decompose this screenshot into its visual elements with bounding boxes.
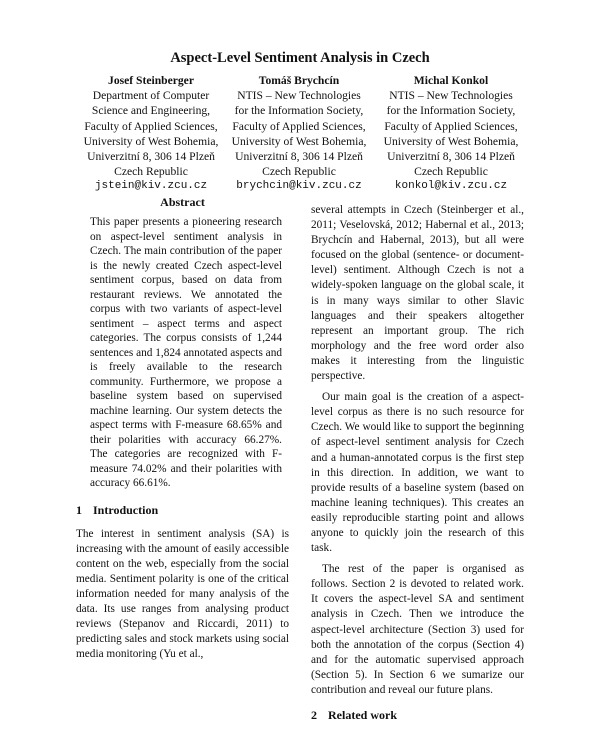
affiliation-line: Department of Computer xyxy=(92,89,210,103)
affiliation-line: Czech Republic xyxy=(414,165,488,179)
affiliation-line: University of West Bohemia, xyxy=(383,134,519,148)
intro-paragraph-2: Our main goal is the creation of a aspect-level corpus as there is no such resource for Czech. We would like to support the beginning of aspect-level sentiment analysis for Czech and a human-annotated corpus is the first step in this direction. In addition, we want to provide results of a baseline system (based on machine leaning techniques). This creates an easily reproducible starting point and allows anyone to quickly join the research of this task. xyxy=(311,391,524,555)
right-column xyxy=(311,203,524,732)
section-title: Introduction xyxy=(93,502,159,517)
author-name: Tomáš Brychcín xyxy=(258,74,340,87)
affiliation-line: for the Information Society, xyxy=(234,104,364,118)
affiliation-line: University of West Bohemia, xyxy=(83,134,219,148)
author-name: Josef Steinberger xyxy=(108,74,194,87)
affiliation-line: for the Information Society, xyxy=(386,104,516,118)
section-title: Related work xyxy=(328,708,397,722)
affiliation-line: Univerzitní 8, 306 14 Plzeň xyxy=(235,150,363,164)
affiliation-line: Science and Engineering, xyxy=(91,104,211,118)
intro-paragraph-1-continued: several attempts in Czech (Steinberger et al., 2011; Veselovská, 2012; Habernal et al., 2013; Brychcín and Habernal, 2013), but all were focused on the global (sentence- or document-level) sentiment. Although Czech is not a widely-spoken language on the global scale, it is in many ways similar to other Slavic languages and their speakers altogether represent an important group. The rich morphology and the free word order also makes it interesting from the linguistic perspective. xyxy=(311,204,524,383)
affiliation-line: Czech Republic xyxy=(114,165,188,179)
section-number: 2 xyxy=(311,708,317,722)
author-email: brychcin@kiv.zcu.cz xyxy=(236,180,362,193)
affiliation-line: University of West Bohemia, xyxy=(231,134,367,148)
affiliation-line: Univerzitní 8, 306 14 Plzeň xyxy=(87,150,215,164)
author-email: konkol@kiv.zcu.cz xyxy=(394,180,508,193)
affiliation-line: Univerzitní 8, 306 14 Plzeň xyxy=(387,150,515,164)
section-heading-introduction xyxy=(76,503,289,518)
author-email: jstein@kiv.zcu.cz xyxy=(94,180,208,193)
author-block-steinberger xyxy=(66,73,236,195)
author-block-konkol xyxy=(366,73,536,195)
affiliation-line: Faculty of Applied Sciences, xyxy=(84,119,218,133)
author-block-brychcin xyxy=(214,73,384,195)
affiliation-line: Faculty of Applied Sciences, xyxy=(384,119,518,133)
abstract-heading: Abstract xyxy=(160,195,205,209)
section-number: 1 xyxy=(76,502,82,517)
affiliation-line: Faculty of Applied Sciences, xyxy=(232,119,366,133)
left-column xyxy=(76,195,289,662)
author-name: Michal Konkol xyxy=(413,74,489,87)
affiliation-line: Czech Republic xyxy=(262,165,336,179)
affiliation-line: NTIS – New Technologies xyxy=(237,89,361,103)
intro-paragraph-3: The rest of the paper is organised as follows. Section 2 is devoted to related work. It covers the aspect-level SA and sentiment analysis in Czech. Then we introduce the aspect-level architecture (Section 3) used for both the annotation of the corpus (Section 4) and for the automatic supervised approach (Section 5). In Section 6 we sumarize our contribution and reveal our future plans. xyxy=(311,563,524,696)
abstract-text: This paper presents a pioneering research on aspect-level sentiment analysis in Czech. The main contribution of the paper is the newly created Czech aspect-level sentiment corpus, based on data from restaurant reviews. We annotated the corpus with two variants of aspect-level sentiment – aspect terms and aspect categories. The corpus consists of 1,244 sentences and 1,824 annotated aspects and is freely available to the research community. Furthermore, we propose a baseline system based on supervised machine learning. Our system detects the aspect terms with F-measure 68.65% and their polarities with accuracy 66.27%. The categories are recognized with F-measure 74.02% and their polarities with accuracy 66.61%. xyxy=(90,216,282,489)
paper-title: Aspect-Level Sentiment Analysis in Czech xyxy=(170,50,430,66)
affiliation-line: NTIS – New Technologies xyxy=(389,89,513,103)
section-heading-related-work xyxy=(311,708,524,723)
intro-paragraph-1: The interest in sentiment analysis (SA) is increasing with the amount of easily accessible content on the web, especially from the social media. Sentiment polarity is one of the critical information needed for many analysis of the data. Its use ranges from analysing product reviews (Stepanov and Riccardi, 2011) to predicting sales and stock markets using social media monitoring (Yu et al., xyxy=(76,527,289,661)
